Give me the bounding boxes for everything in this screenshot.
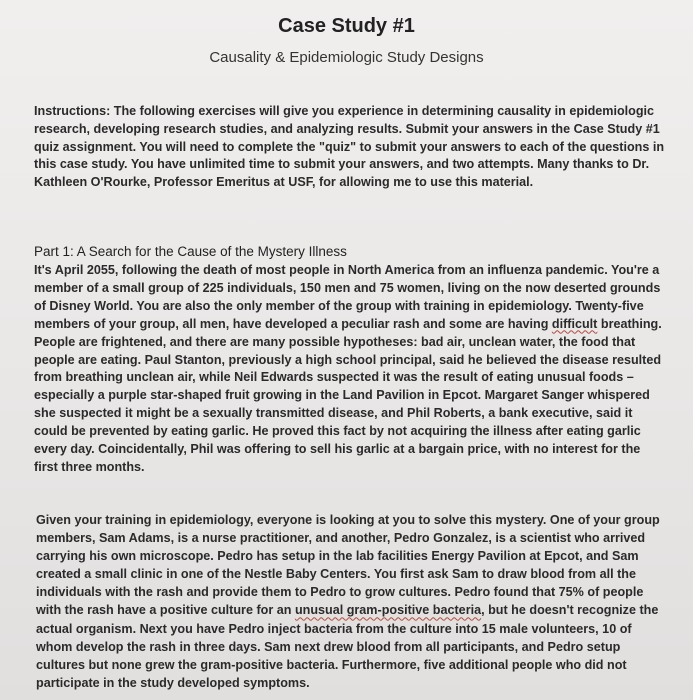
document-header: [0, 0, 693, 68]
part1-paragraph-2-text-a: Given your training in epidemiology, everyone is looking at you to solve this mystery. One of your group members, Sam Adams, is a nurse practitioner, and another, Pedro Gonzalez, is a scientist who arrived carrying his own microscope. Pedro has setup in the lab facilities Energy Pavilion at Epcot, and Sam created a small clinic in one of the Nestle Baby Centers. You first ask Sam to draw blood from all the individuals with the rash and provide them to Pedro to grow cultures. Pedro found that 75% of people with the rash have a positive culture for an: [36, 513, 660, 618]
page-subtitle: Causality & Epidemiologic Study Designs: [209, 49, 484, 66]
part1-heading: Part 1: A Search for the Cause of the Mystery Illness: [34, 244, 347, 259]
part1-paragraph-2-text-b: , but he doesn't recognize the actual organism. Next you have Pedro inject bacteria from the culture into 15 male volunteers, 10 of whom develop the rash in three days. Sam next drew blood from all participants, and Pedro setup cultures but none grew the gram-positive bacteria. Furthermore, five additional people who did not participate in the study developed symptoms.: [36, 603, 659, 690]
spellcheck-underlined-phrase: unusual gram-positive bacteria: [294, 603, 482, 618]
page-title: Case Study #1: [278, 15, 415, 37]
part1-paragraph-1: [34, 262, 666, 477]
instructions-paragraph: Instructions: The following exercises will give you experience in determining causality in epidemiologic research, developing research studies, and analyzing results. Submit your answers in the Case Study #1 quiz assignment. You will need to complete the "quiz" to submit your answers to each of the questions in this case study. You have unlimited time to submit your answers, and two attempts. Many thanks to Dr. Kathleen O'Rourke, Professor Emeritus at USF, for allowing me to use this material.: [34, 104, 665, 190]
part1-paragraph-2: [36, 511, 668, 692]
part1-paragraph-1-text-a: It's April 2055, following the death of most people in North America from an influenza pandemic. You're a member of a small group of 225 individuals, 150 men and 75 women, living on the now deserted grounds of Disney World. You are also the only member of the group with training in epidemiology. Twenty-five members of your group, all men, have developed a peculiar rash and some are having: [34, 263, 661, 331]
spellcheck-underlined-word: difficult: [551, 316, 598, 331]
part1-paragraph-1-text-b: breathing. People are frightened, and there are many possible hypotheses: bad air, unclean water, the food that people are eating. Paul Stanton, previously a high school principal, said he believed the disease resulted from breathing unclean air, while Neil Edwards suspected it was the result of eating unusual foods – especially a purple star-shaped fruit growing in the Land Pavilion in Epcot. Margaret Sanger whispered she suspected it might be a sexually transmitted disease, and Phil Roberts, a bank executive, said it could be prevented by eating garlic. He proved this fact by not acquiring the illness after eating garlic every day. Coincidentally, Phil was offering to sell his garlic at a bargain price, with no interest for the first three months.: [34, 316, 662, 474]
